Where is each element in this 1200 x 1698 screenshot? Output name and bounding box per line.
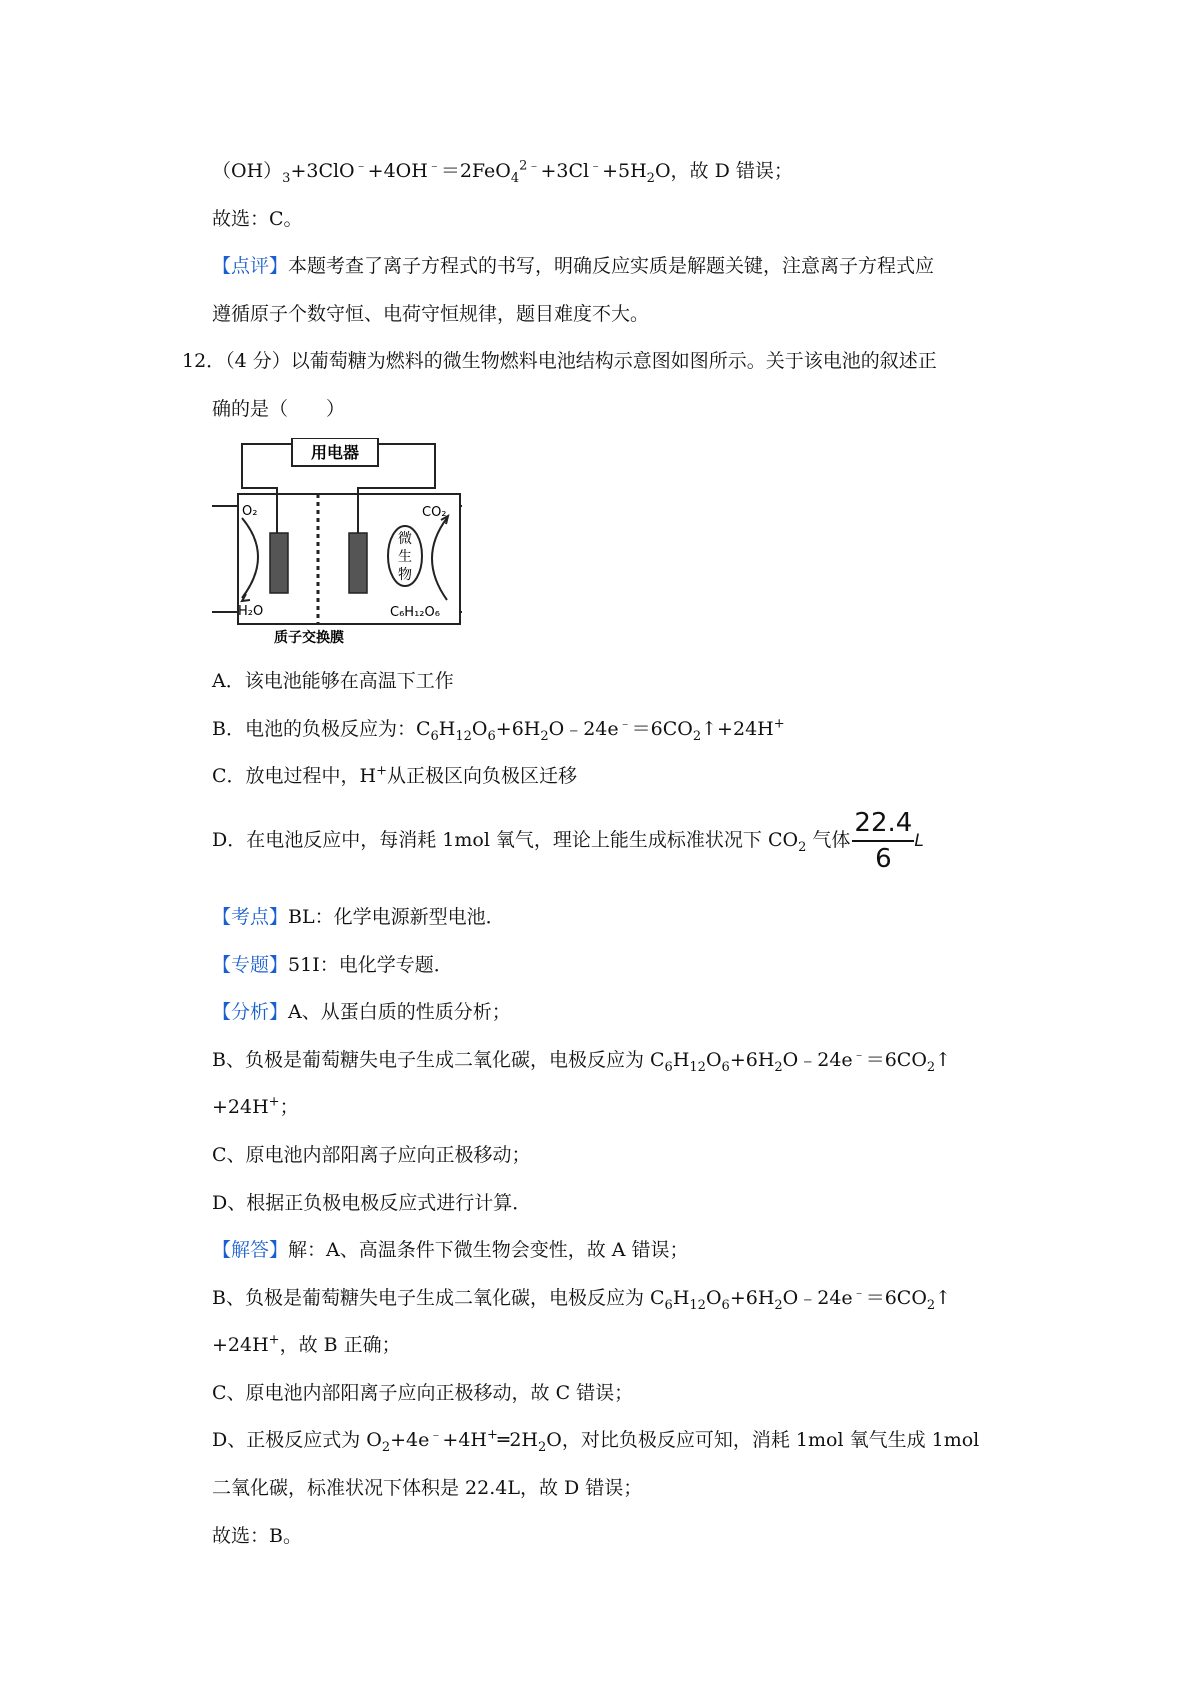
- co2-label: CO₂: [422, 505, 447, 520]
- question-stem-line-1: 12．（4 分）以葡萄糖为燃料的微生物燃料电池结构示意图如图所示。关于该电池的叙述正: [182, 350, 937, 372]
- device-label: 用电器: [310, 443, 360, 462]
- jieda-final-answer: 故选：B。: [212, 1525, 302, 1547]
- membrane-label: 质子交换膜: [274, 630, 344, 646]
- prev-comment-line-1: 【点评】本题考查了离子方程式的书写，明确反应实质是解题关键，注意离子方程式应: [212, 255, 935, 277]
- option-d: D．在电池反应中，每消耗 1mol 氧气，理论上能生成标准状况下 $CO_2$ 气体 $\frac{22.4}{6}$ L: [212, 808, 924, 874]
- svg-text:微: 微: [398, 531, 412, 547]
- fenxi-c-line: C、原电池内部阳离子应向正极移动；: [212, 1144, 531, 1166]
- jieda-b-line-2: +24H+，故 B 正确；: [212, 1332, 401, 1356]
- positive-electrode: [270, 533, 288, 593]
- prev-answer: 故选：C。: [212, 208, 303, 230]
- kaodian-line: 【考点】BL：化学电源新型电池．: [212, 906, 505, 928]
- fuel-cell-diagram: [212, 438, 462, 646]
- comment-tag: 【点评】: [212, 255, 289, 277]
- option-a: A．该电池能够在高温下工作: [212, 670, 454, 692]
- h2o-label: H₂O: [238, 604, 264, 619]
- question-stem-line-2: 确的是（ ）: [212, 398, 346, 420]
- svg-text:物: 物: [398, 567, 412, 583]
- fenxi-b-line-1: B、负极是葡萄糖失电子生成二氧化碳，电极反应为 $C_6H_{12}O_6+6H_2O﹣24e^﹣=6CO_2↑$: [212, 1047, 952, 1075]
- negative-electrode: [349, 533, 367, 593]
- fraction: $\frac{22.4}{6}$: [854, 808, 913, 874]
- jieda-c-line: C、原电池内部阳离子应向正极移动，故 C 错误；: [212, 1382, 634, 1404]
- jieda-d-line-1: D、正极反应式为 $O_2+4e^﹣+4H^+═2H_2O$，对比负极反应可知，消耗 1mol 氧气生成 1mol: [212, 1427, 980, 1455]
- jieda-b-line-1: B、负极是葡萄糖失电子生成二氧化碳，电极反应为 $C_6H_{12}O_6+6H_2O﹣24e^﹣=6CO_2↑$: [212, 1285, 952, 1313]
- zhuanti-tag: 【专题】: [212, 954, 289, 976]
- fenxi-line: 【分析】A、从蛋白质的性质分析；: [212, 1001, 511, 1023]
- prev-equation-line: $(OH)_3+3ClO^﹣+4OH^﹣=2FeO_4^{2﹣}+3Cl^﹣+5H_2O$，故 D 错误；: [212, 158, 793, 186]
- fenxi-d-line: D、根据正负极电极反应式进行计算．: [212, 1192, 532, 1214]
- option-c: C．放电过程中，H+从正极区向负极区迁移: [212, 763, 578, 787]
- jieda-line: 【解答】解：A、高温条件下微生物会变性，故 A 错误；: [212, 1239, 689, 1261]
- jieda-d-line-2: 二氧化碳，标准状况下体积是 22.4L，故 D 错误；: [212, 1477, 643, 1499]
- kaodian-tag: 【考点】: [212, 906, 289, 928]
- zhuanti-line: 【专题】51I：电化学专题．: [212, 954, 453, 976]
- prev-comment-line-2: 遵循原子个数守恒、电荷守恒规律，题目难度不大。: [212, 303, 650, 325]
- option-b: B．电池的负极反应为：$C_6H_{12}O_6+6H_2O﹣24e^﹣=6CO_2↑+24H^+$: [212, 716, 785, 744]
- svg-text:生: 生: [398, 549, 412, 565]
- fenxi-tag: 【分析】: [212, 1001, 289, 1023]
- glucose-label: C₆H₁₂O₆: [390, 605, 440, 620]
- jieda-tag: 【解答】: [212, 1239, 289, 1261]
- o2-label: O₂: [242, 504, 258, 519]
- fenxi-b-line-2: +24H+；: [212, 1094, 299, 1118]
